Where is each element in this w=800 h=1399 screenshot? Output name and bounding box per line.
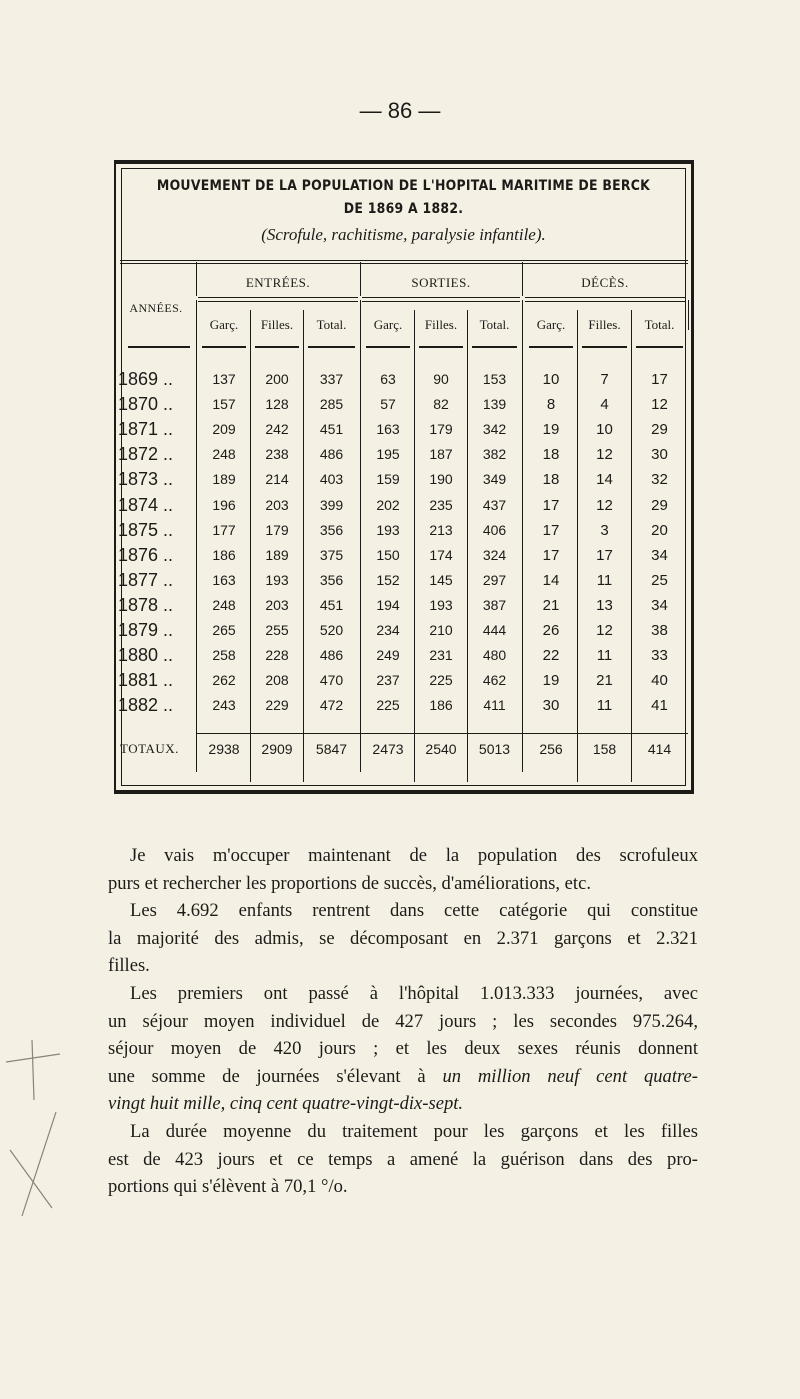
value-cell: 234	[376, 622, 400, 638]
table-title-line1: MOUVEMENT DE LA POPULATION DE L'HOPITAL MARITIME DE BERCK	[156, 178, 651, 194]
value-cell: 229	[265, 697, 289, 714]
table-row	[0, 394, 800, 419]
value-cell: 82	[433, 396, 449, 413]
value-cell: 163	[376, 421, 400, 438]
value-cell: 22	[542, 647, 560, 665]
value-cell: 63	[380, 371, 396, 387]
text-line: Les premiers ont passé à l'hôpital 1.013.333 journées, avec	[130, 982, 698, 1004]
value-cell: 17	[542, 496, 560, 514]
value-cell: 238	[265, 446, 289, 463]
value-cell: 451	[319, 421, 344, 438]
value-cell: 242	[265, 421, 289, 438]
value-cell: 193	[429, 596, 453, 613]
value-cell: 10	[596, 421, 613, 439]
text-line: La durée moyenne du traitement pour les garçons et les filles	[130, 1120, 698, 1142]
year-cell: 1874 ..	[118, 494, 174, 515]
header-dash	[308, 346, 355, 348]
column-divider	[688, 300, 689, 330]
value-cell: 472	[319, 697, 344, 714]
value-cell: 195	[376, 446, 400, 463]
value-cell: 3	[600, 521, 609, 539]
value-cell: 451	[319, 596, 344, 613]
group-sorties: SORTIES.	[411, 275, 471, 290]
table-row	[0, 545, 800, 570]
value-cell: 25	[651, 571, 668, 589]
value-cell: 214	[265, 471, 289, 488]
value-cell: 193	[265, 571, 289, 588]
value-cell: 486	[319, 647, 344, 664]
value-cell: 387	[482, 596, 507, 613]
value-cell: 11	[596, 571, 613, 589]
value-cell: 196	[212, 496, 236, 513]
value-cell: 190	[429, 471, 453, 488]
value-cell: 163	[212, 571, 236, 588]
value-cell: 12	[596, 496, 613, 514]
table-row	[0, 670, 800, 695]
value-cell: 186	[429, 697, 453, 714]
table-row	[0, 620, 800, 645]
text-line: filles.	[108, 955, 150, 977]
value-cell: 17	[596, 546, 613, 564]
value-cell: 203	[265, 496, 289, 513]
text-line: la majorité des admis, se décomposant en 2.371 garçons et 2.321	[108, 927, 698, 949]
italic-phrase: vingt huit mille, cinq cent quatre-vingt-dix-sept.	[108, 1093, 464, 1115]
header-dash	[529, 346, 573, 348]
value-cell: 255	[265, 622, 289, 638]
value-cell: 137	[212, 371, 236, 387]
value-cell: 189	[265, 546, 289, 563]
total-cell: 2473	[372, 741, 404, 757]
header-dash	[636, 346, 683, 348]
header-rule	[120, 260, 688, 261]
value-cell: 249	[376, 647, 400, 664]
year-cell: 1882 ..	[118, 695, 174, 716]
value-cell: 8	[546, 396, 556, 414]
value-cell: 14	[542, 571, 560, 589]
table-row	[0, 570, 800, 595]
table-row	[0, 645, 800, 670]
value-cell: 411	[483, 697, 506, 714]
value-cell: 444	[482, 622, 507, 638]
text-line	[108, 1063, 698, 1091]
value-cell: 19	[542, 421, 560, 439]
value-cell: 19	[542, 672, 560, 690]
text-fragment: une somme de journées s'élevant à	[108, 1065, 426, 1087]
value-cell: 187	[429, 446, 453, 463]
value-cell: 189	[212, 471, 236, 488]
sub-header: Filles.	[260, 317, 294, 332]
header-rule	[120, 263, 688, 264]
sub-header: Filles.	[588, 317, 621, 332]
value-cell: 38	[651, 622, 668, 639]
paragraph-1	[108, 842, 698, 897]
table-row	[0, 469, 800, 494]
value-cell: 228	[265, 647, 289, 664]
sub-header: Garç.	[209, 317, 239, 332]
value-cell: 200	[265, 371, 289, 387]
table-row	[0, 444, 800, 469]
value-cell: 26	[542, 622, 560, 639]
value-cell: 159	[376, 471, 400, 488]
totals-rule	[196, 733, 688, 734]
paragraph-4	[108, 1118, 698, 1201]
text-line: séjour moyen de 420 jours ; et les deux sexes réunis donnent	[108, 1038, 698, 1060]
value-cell: 285	[319, 396, 344, 413]
value-cell: 12	[651, 396, 668, 414]
text-line: Je vais m'occuper maintenant de la population des scrofuleux	[130, 845, 698, 866]
table-row	[0, 495, 800, 520]
table-row	[0, 695, 800, 720]
paragraph-3	[108, 980, 698, 1118]
value-cell: 375	[319, 546, 344, 563]
text-line: purs et rechercher les proportions de succès, d'améliorations, etc.	[108, 872, 591, 894]
text-line	[108, 1090, 698, 1118]
year-cell: 1870 ..	[118, 394, 174, 415]
value-cell: 470	[319, 672, 344, 689]
total-cell: 2938	[208, 741, 240, 757]
year-cell: 1875 ..	[118, 519, 174, 540]
value-cell: 177	[212, 521, 236, 538]
column-divider	[196, 262, 197, 296]
year-cell: 1878 ..	[118, 594, 174, 615]
value-cell: 462	[482, 672, 507, 689]
value-cell: 248	[212, 596, 236, 613]
total-cell: 5013	[478, 741, 511, 757]
value-cell: 437	[482, 496, 507, 513]
value-cell: 209	[212, 421, 236, 438]
value-cell: 399	[319, 496, 344, 513]
year-cell: 1871 ..	[118, 419, 174, 440]
text-line: un séjour moyen individuel de 427 jours ; les secondes 975.264,	[108, 1010, 698, 1032]
header-dash	[202, 346, 246, 348]
value-cell: 4	[600, 396, 609, 414]
value-cell: 30	[542, 697, 560, 715]
value-cell: 179	[265, 521, 289, 538]
value-cell: 150	[376, 546, 400, 563]
value-cell: 349	[482, 471, 507, 488]
value-cell: 194	[376, 596, 400, 613]
col-annees: ANNÉES.	[129, 301, 183, 315]
year-cell: 1881 ..	[118, 670, 174, 691]
value-cell: 235	[429, 496, 453, 513]
value-cell: 17	[651, 371, 668, 388]
year-cell: 1880 ..	[118, 645, 174, 666]
value-cell: 145	[429, 571, 453, 588]
value-cell: 480	[482, 647, 507, 664]
group-rule	[362, 297, 520, 302]
value-cell: 208	[265, 672, 289, 689]
value-cell: 262	[212, 672, 236, 689]
value-cell: 18	[542, 471, 560, 489]
value-cell: 520	[319, 622, 344, 638]
column-divider	[522, 262, 523, 296]
value-cell: 237	[376, 672, 400, 689]
table-row	[0, 369, 800, 394]
value-cell: 202	[376, 496, 400, 513]
value-cell: 18	[542, 446, 560, 464]
value-cell: 90	[433, 371, 449, 387]
body-text	[108, 842, 698, 1201]
paragraph-2	[108, 897, 698, 980]
header-dash	[472, 346, 517, 348]
value-cell: 21	[542, 596, 560, 614]
text-line: est de 423 jours et ce temps a amené la guérison dans des pro-	[108, 1148, 698, 1170]
value-cell: 243	[212, 697, 236, 714]
page-number: — 86 —	[359, 98, 441, 123]
table-row	[0, 595, 800, 620]
value-cell: 152	[376, 571, 400, 588]
value-cell: 57	[380, 396, 396, 413]
value-cell: 12	[596, 622, 613, 639]
value-cell: 40	[651, 672, 668, 690]
total-cell: 5847	[315, 741, 348, 757]
year-cell: 1876 ..	[118, 544, 174, 565]
value-cell: 34	[651, 546, 668, 564]
header-dash	[366, 346, 410, 348]
column-divider	[360, 262, 361, 296]
value-cell: 382	[482, 446, 507, 463]
value-cell: 337	[319, 371, 344, 387]
year-cell: 1873 ..	[118, 469, 174, 490]
year-cell: 1879 ..	[118, 620, 174, 640]
value-cell: 356	[319, 521, 344, 538]
value-cell: 258	[212, 647, 236, 664]
value-cell: 41	[651, 697, 668, 715]
value-cell: 324	[482, 546, 507, 563]
value-cell: 128	[265, 396, 289, 413]
header-dash	[419, 346, 463, 348]
header-dash	[255, 346, 299, 348]
text-line: Les 4.692 enfants rentrent dans cette catégorie qui constitue	[130, 900, 698, 922]
table-title-line2: DE 1869 A 1882.	[343, 201, 464, 217]
group-rule	[198, 297, 358, 302]
value-cell: 17	[542, 546, 560, 564]
total-cell: 414	[647, 741, 672, 757]
value-cell: 231	[429, 647, 453, 664]
group-rule	[525, 297, 685, 302]
value-cell: 12	[596, 446, 613, 464]
value-cell: 157	[212, 396, 236, 413]
value-cell: 17	[542, 521, 560, 539]
value-cell: 32	[651, 471, 668, 489]
value-cell: 29	[651, 496, 668, 514]
value-cell: 11	[596, 647, 613, 665]
value-cell: 14	[596, 471, 613, 489]
totals-label: TOTAUX.	[120, 741, 179, 756]
sub-header: Filles.	[424, 317, 458, 332]
sub-header: Total.	[316, 317, 347, 332]
value-cell: 34	[651, 596, 668, 614]
value-cell: 20	[651, 521, 668, 539]
value-cell: 174	[429, 546, 453, 563]
value-cell: 139	[482, 396, 507, 413]
value-cell: 13	[596, 596, 613, 614]
value-cell: 186	[212, 546, 236, 563]
value-cell: 153	[482, 371, 507, 387]
sub-header: Garç.	[373, 317, 403, 332]
sub-header: Garç.	[536, 317, 566, 332]
sub-header: Total.	[479, 317, 510, 332]
value-cell: 203	[265, 596, 289, 613]
table-row	[0, 419, 800, 444]
value-cell: 210	[429, 622, 453, 638]
value-cell: 10	[542, 371, 560, 388]
group-entrees: ENTRÉES.	[245, 275, 311, 290]
total-cell: 256	[539, 741, 563, 757]
table-subtitle: (Scrofule, rachitisme, paralysie infantile).	[261, 225, 546, 244]
group-deces: DÉCÈS.	[581, 275, 629, 290]
value-cell: 29	[651, 421, 668, 439]
value-cell: 356	[319, 571, 344, 588]
value-cell: 486	[319, 446, 344, 463]
total-cell: 158	[592, 741, 617, 757]
value-cell: 30	[651, 446, 668, 464]
value-cell: 225	[376, 697, 400, 714]
text-line: portions qui s'élèvent à 70,1 °/o.	[108, 1176, 348, 1198]
year-cell: 1872 ..	[118, 444, 174, 465]
value-cell: 225	[429, 672, 453, 689]
value-cell: 248	[212, 446, 236, 463]
value-cell: 342	[482, 421, 507, 438]
header-dash	[582, 346, 627, 348]
value-cell: 403	[319, 471, 344, 488]
value-cell: 179	[429, 421, 453, 438]
pencil-margin-mark	[0, 1040, 70, 1220]
value-cell: 213	[429, 521, 453, 538]
sub-header: Total.	[644, 317, 675, 332]
year-cell: 1877 ..	[118, 569, 174, 590]
total-cell: 2909	[261, 741, 293, 757]
value-cell: 193	[376, 521, 400, 538]
header-dash	[128, 346, 190, 348]
value-cell: 21	[596, 672, 613, 690]
value-cell: 297	[482, 571, 507, 588]
italic-phrase: un million neuf cent quatre-	[442, 1065, 698, 1087]
value-cell: 406	[482, 521, 507, 538]
value-cell: 7	[600, 371, 609, 388]
value-cell: 33	[651, 647, 668, 665]
table-row	[0, 520, 800, 545]
year-cell: 1869 ..	[118, 369, 174, 389]
total-cell: 2540	[425, 741, 457, 757]
value-cell: 11	[596, 697, 613, 715]
value-cell: 265	[212, 622, 236, 638]
